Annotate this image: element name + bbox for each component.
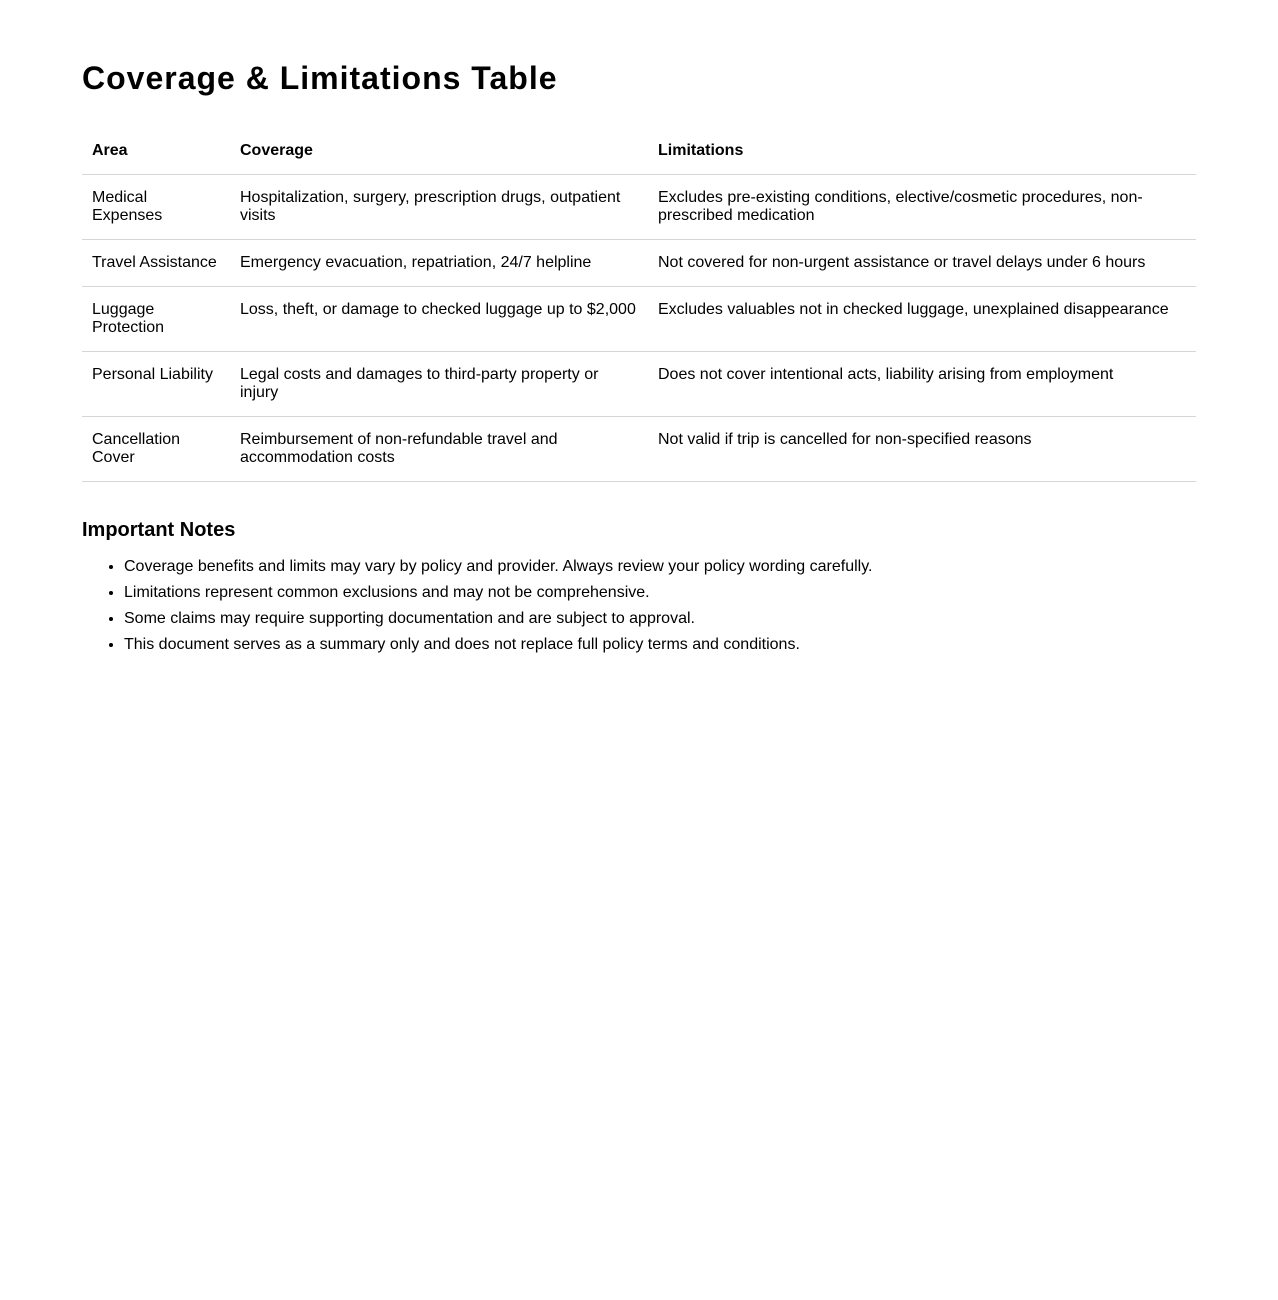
cell-area: Luggage Protection: [82, 287, 230, 352]
notes-list: [82, 554, 1196, 658]
list-item: • Some claims may require supporting documentation and are subject to approval.: [124, 606, 1196, 632]
list-item: • Coverage benefits and limits may vary by policy and provider. Always review your policy wording carefully.: [124, 554, 1196, 580]
cell-coverage: Reimbursement of non-refundable travel and accommodation costs: [230, 417, 648, 482]
list-item: • Limitations represent common exclusions and may not be comprehensive.: [124, 580, 1196, 606]
column-header-limitations: Limitations: [648, 128, 1196, 175]
column-header-area: Area: [82, 128, 230, 175]
cell-area: Medical Expenses: [82, 175, 230, 240]
cell-limitations: Not valid if trip is cancelled for non-specified reasons: [648, 417, 1196, 482]
cell-limitations: Excludes pre-existing conditions, elective/cosmetic procedures, non-prescribed medication: [648, 175, 1196, 240]
table-row: [82, 175, 1196, 240]
cell-coverage: Hospitalization, surgery, prescription drugs, outpatient visits: [230, 175, 648, 240]
table-row: [82, 352, 1196, 417]
table-row: [82, 240, 1196, 287]
cell-limitations: Not covered for non-urgent assistance or travel delays under 6 hours: [648, 240, 1196, 287]
coverage-table: [82, 128, 1196, 482]
column-header-coverage: Coverage: [230, 128, 648, 175]
cell-area: Travel Assistance: [82, 240, 230, 287]
notes-heading: Important Notes: [82, 519, 236, 541]
cell-coverage: Loss, theft, or damage to checked luggage up to $2,000: [230, 287, 648, 352]
table-header-row: [82, 128, 1196, 175]
cell-coverage: Emergency evacuation, repatriation, 24/7 helpline: [230, 240, 648, 287]
page-title: Coverage & Limitations Table: [82, 60, 558, 96]
cell-area: Cancellation Cover: [82, 417, 230, 482]
cell-limitations: Excludes valuables not in checked luggage, unexplained disappearance: [648, 287, 1196, 352]
cell-coverage: Legal costs and damages to third-party property or injury: [230, 352, 648, 417]
table-row: [82, 417, 1196, 482]
table-row: [82, 287, 1196, 352]
list-item: • This document serves as a summary only and does not replace full policy terms and conditions.: [124, 632, 1196, 658]
cell-area: Personal Liability: [82, 352, 230, 417]
cell-limitations: Does not cover intentional acts, liability arising from employment: [648, 352, 1196, 417]
